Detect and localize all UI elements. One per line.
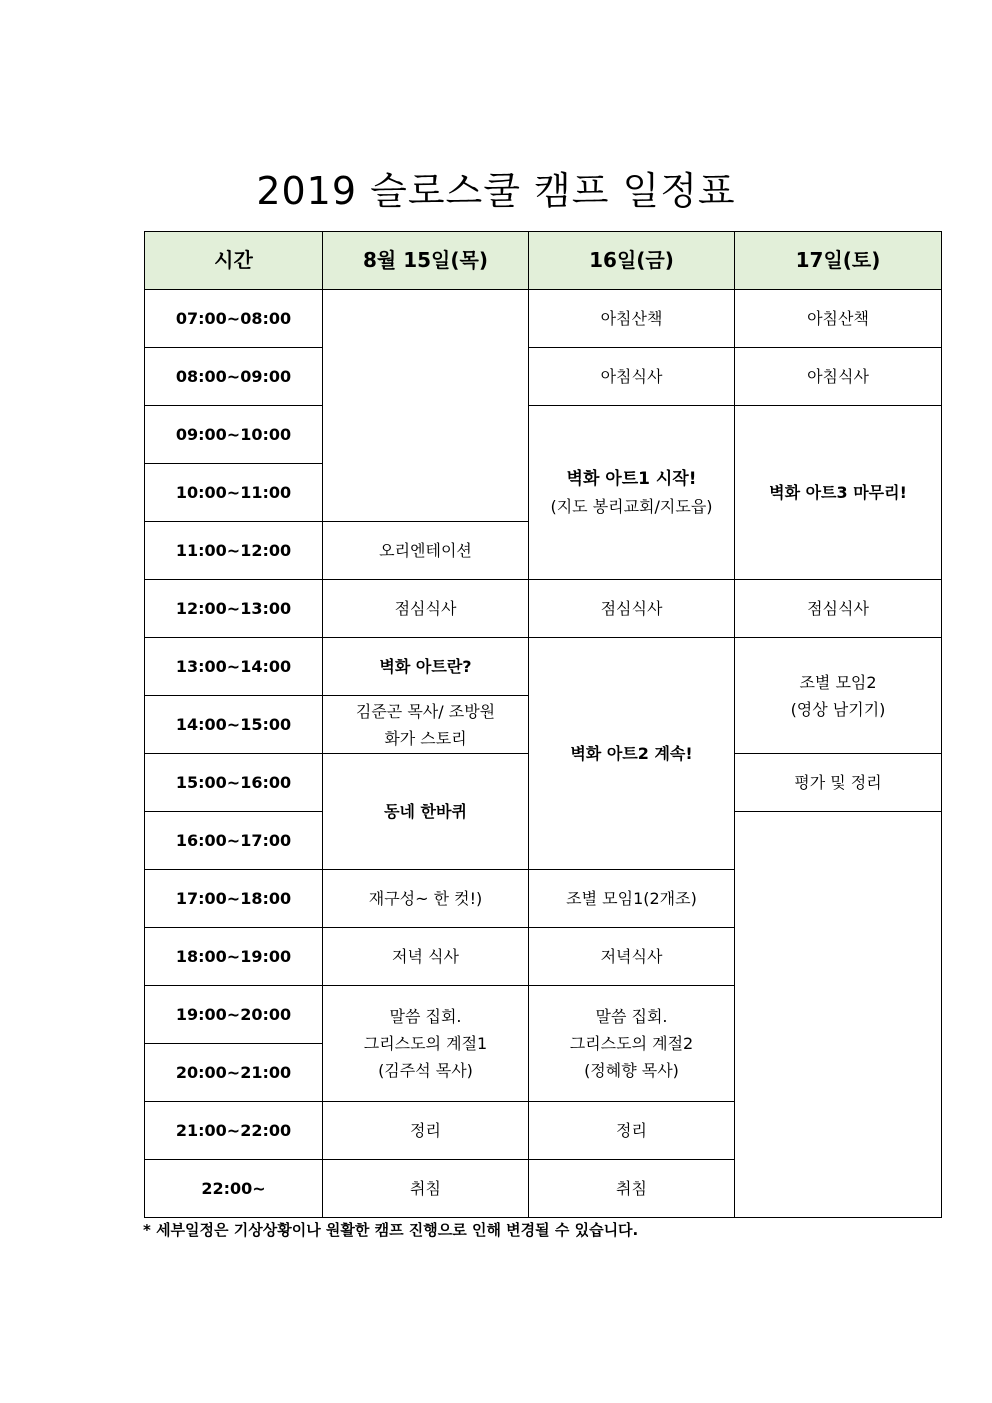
day1-neighborhood: 동네 한바퀴 [323,754,529,870]
schedule-table [144,231,942,1218]
day1-worship-line1: 말씀 집회. [389,1007,462,1026]
day2-breakfast: 아침식사 [529,348,735,406]
footnote: * 세부일정은 기상상황이나 원활한 캠프 진행으로 인해 변경될 수 있습니다. [143,1221,639,1239]
day3-walk: 아침산책 [735,290,942,348]
time-cell: 20:00~21:00 [145,1044,323,1102]
table-row [145,348,942,406]
time-cell: 15:00~16:00 [145,754,323,812]
day3-group-subtitle: (영상 남기기) [790,699,886,719]
time-cell: 10:00~11:00 [145,464,323,522]
day2-worship-cell [529,986,735,1102]
time-cell: 14:00~15:00 [145,696,323,754]
day2-group-meeting: 조별 모임1(2개조) [529,870,735,928]
day2-art2: 벽화 아트2 계속! [529,638,735,870]
day2-worship-line3: (정혜향 목사) [584,1061,679,1080]
header-row [145,232,942,290]
day1-story-line2: 화가 스토리 [384,728,467,748]
day2-cleanup: 정리 [529,1102,735,1160]
page-title: 2019 슬로스쿨 캠프 일정표 [256,169,736,213]
time-cell: 11:00~12:00 [145,522,323,580]
header-time: 시간 [145,232,323,290]
day1-art-intro: 벽화 아트란? [323,638,529,696]
day1-cleanup: 정리 [323,1102,529,1160]
day2-worship-line2: 그리스도의 계절2 [569,1034,694,1053]
day1-recompose: 재구성~ 한 컷!) [323,870,529,928]
day2-walk: 아침산책 [529,290,735,348]
day1-worship-line2: 그리스도의 계절1 [363,1034,488,1053]
time-cell: 07:00~08:00 [145,290,323,348]
day1-worship-cell [323,986,529,1102]
day2-art1-title: 벽화 아트1 시작! [566,468,697,489]
time-cell: 19:00~20:00 [145,986,323,1044]
day2-dinner: 저녁식사 [529,928,735,986]
day3-lunch: 점심식사 [735,580,942,638]
day1-sleep: 취침 [323,1160,529,1218]
day2-sleep: 취침 [529,1160,735,1218]
day1-dinner: 저녁 식사 [323,928,529,986]
day3-art3: 벽화 아트3 마무리! [735,406,942,580]
time-cell: 13:00~14:00 [145,638,323,696]
day2-art1-location: (지도 봉리교회/지도읍) [550,496,713,516]
time-cell: 09:00~10:00 [145,406,323,464]
day3-group-cell [735,638,942,754]
day3-group-title: 조별 모임2 [799,672,877,692]
time-cell: 18:00~19:00 [145,928,323,986]
table-row [145,638,942,696]
day2-lunch: 점심식사 [529,580,735,638]
day1-story-line1: 김준곤 목사/ 조방원 [355,701,496,721]
day3-evaluation: 평가 및 정리 [735,754,942,812]
time-cell: 08:00~09:00 [145,348,323,406]
day2-art1-cell [529,406,735,580]
day1-worship-line3: (김주석 목사) [378,1061,473,1080]
time-cell: 21:00~22:00 [145,1102,323,1160]
day3-breakfast: 아침식사 [735,348,942,406]
table-row [145,290,942,348]
header-day2: 16일(금) [529,232,735,290]
day3-empty-cell [735,812,942,1218]
day1-orientation: 오리엔테이션 [323,522,529,580]
time-cell: 12:00~13:00 [145,580,323,638]
time-cell: 17:00~18:00 [145,870,323,928]
time-cell: 16:00~17:00 [145,812,323,870]
day1-story-cell [323,696,529,754]
header-day1: 8월 15일(목) [323,232,529,290]
header-day3: 17일(토) [735,232,942,290]
day2-worship-line1: 말씀 집회. [595,1007,668,1026]
table-row [145,580,942,638]
table-row [145,406,942,464]
day1-empty-cell [323,290,529,522]
day1-lunch: 점심식사 [323,580,529,638]
time-cell: 22:00~ [145,1160,323,1218]
